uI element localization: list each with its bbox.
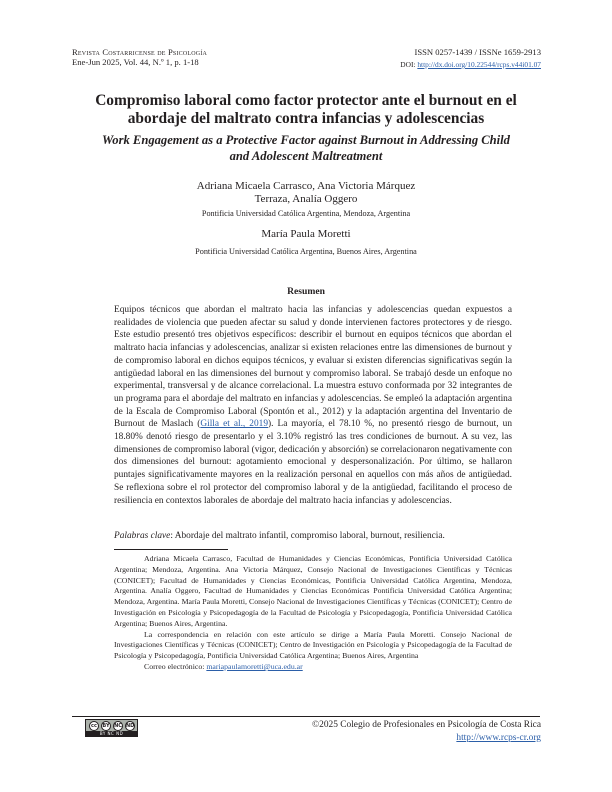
abstract-heading: Resumen — [287, 286, 325, 297]
footnote-divider — [114, 549, 228, 550]
abstract-text: ). La mayoría, el 78.10 %, no presentó riesgo de burnout, un 18.80% denotó riesgo de presentarlo y el 3.10% registró las tres condiciones de burnout. A su vez, las dimensiones de compromiso laboral (vigor, dedicación y absorción) se correlacionaron negativamente con dos dimensiones del burnout: agotamiento emocional y despersonalización. Por último, se hallaron puntajes significativamente mayores en la realización personal en aquellos con más años de antigüedad. Se reflexiona sobre el rol protector del compromiso laboral y de la antigüedad, facilitando el proceso de resiliencia en contextos laborales de abordaje del maltrato hacia infancias y adolescencias. — [114, 419, 512, 506]
doi-line — [400, 60, 541, 70]
title-spanish — [60, 92, 552, 128]
website-link[interactable]: http://www.rcps-cr.org — [456, 732, 541, 743]
keywords — [114, 531, 512, 541]
keywords-label: Palabras clave — [114, 531, 171, 541]
issn: ISSN 0257-1439 / ISSNe 1659-2913 — [414, 47, 541, 57]
footer-right — [312, 719, 541, 744]
authors-group-1 — [150, 180, 462, 206]
affiliation-1: Pontificia Universidad Católica Argentina, Mendoza, Argentina — [201, 209, 411, 218]
subtitle-line: Work Engagement as a Protective Factor against Burnout in Addressing Child — [102, 133, 510, 147]
author-footnote — [114, 554, 512, 673]
journal-name: Revista Costarricense de Psicología — [72, 47, 208, 57]
nd-icon: ND — [126, 723, 135, 729]
doi-link[interactable]: http://dx.doi.org/10.22544/rcps.v44i01.07 — [417, 60, 541, 69]
copyright: ©2025 Colegio de Profesionales en Psicología de Costa Rica — [312, 720, 541, 730]
citation-link[interactable]: Gilla et al., 2019 — [200, 419, 268, 430]
author-line: Terraza, Analía Oggero — [254, 193, 358, 205]
footnote-email — [114, 662, 512, 673]
abstract-text: Equipos técnicos que abordan el maltrato hacia las infancias y adolescencias quedan expuestos a realidades de violencia que pueden afectar su salud y donde intervienen factores protectores y de riesgo. Este estudio presentó tres objetivos específicos: describir el burnout en equipos técnicos que abordan el maltrato hacia infancias y adolescencias, analizar si existen relaciones entre las dimensiones de burnout y de compromiso laboral en dichos equipos técnicos, y evaluar si existen diferencias significativas según la antigüedad laboral en las dimensiones del burnout y compromiso laboral. Se trabajó desde un enfoque no experimental, transversal y de alcance correlacional. La muestra estuvo conformada por 32 integrantes de un programa para el abordaje del maltrato en infancias y adolescencias. Se empleó la adaptación argentina de la Escala de Compromiso Laboral (Spontón et al., 2012) y la adaptación argentina del Inventario de Burnout de Maslach ( — [114, 305, 512, 430]
title-line: Compromiso laboral como factor protector ante el burnout en el — [95, 92, 517, 109]
by-icon: BY — [102, 723, 110, 729]
journal-header — [72, 47, 207, 67]
title-english — [60, 133, 552, 164]
affiliation-2: Pontificia Universidad Católica Argentina, Buenos Aires, Argentina — [195, 247, 417, 256]
footnote-correspondence: La correspondencia en relación con este artículo se dirige a María Paula Moretti. Consejo Nacional de Investigaciones Científicas y Técnicas (CONICET); Centro de Investigación en Psicología y Psicopedagogía de la Facultad de Psicología y Psicopedagogía, Pontificia Universidad Católica Argentina; Buenos Aires, Argentina — [114, 629, 512, 661]
cc-icon: cc — [89, 721, 99, 731]
issue-info: Ene-Jun 2025, Vol. 44, N.º 1, p. 1-18 — [72, 57, 199, 67]
title-line: abordaje del maltrato contra infancias y adolescencias — [127, 110, 485, 127]
doi-label: DOI: — [400, 60, 418, 69]
subtitle-line: and Adolescent Maltreatment — [229, 148, 383, 163]
nc-icon: NC — [114, 723, 122, 729]
email-link[interactable]: mariapaulamoretti@uca.edu.ar — [206, 661, 303, 671]
author-line: Adriana Micaela Carrasco, Ana Victoria Márquez — [196, 180, 416, 192]
cc-license-badge[interactable] — [85, 719, 138, 737]
license-label: BY NC ND — [99, 731, 124, 736]
footnote-affiliations: Adriana Micaela Carrasco, Facultad de Humanidades y Ciencias Económicas, Pontificia Universidad Católica Argentina; Mendoza, Argentina. Ana Victoria Márquez, Consejo Nacional de Investigaciones Científicas y Técnicas (CONICET); Facultad de Humanidades y Ciencias Económicas, Pontificia Universidad Católica Argentina, Mendoza, Argentina. Analía Oggero, Facultad de Humanidades y Ciencias Económicas Pontificia Universidad Católica Argentina; Mendoza, Argentina. María Paula Moretti, Consejo Nacional de Investigaciones Científicas y Técnicas (CONICET); Centro de Investigación en Psicología y Psicopedagogía de la Facultad de Psicología y Psicopedagogía, Pontificia Universidad Católica Argentina; Buenos Aires, Argentina. — [114, 554, 512, 628]
identifier-header — [400, 47, 541, 70]
keywords-list: : Abordaje del maltrato infantil, compromiso laboral, burnout, resiliencia. — [170, 531, 445, 541]
abstract-body — [114, 304, 512, 507]
authors-group-2: María Paula Moretti — [261, 228, 351, 240]
email-label: Correo electrónico: — [144, 661, 207, 671]
footer-divider — [72, 716, 540, 717]
